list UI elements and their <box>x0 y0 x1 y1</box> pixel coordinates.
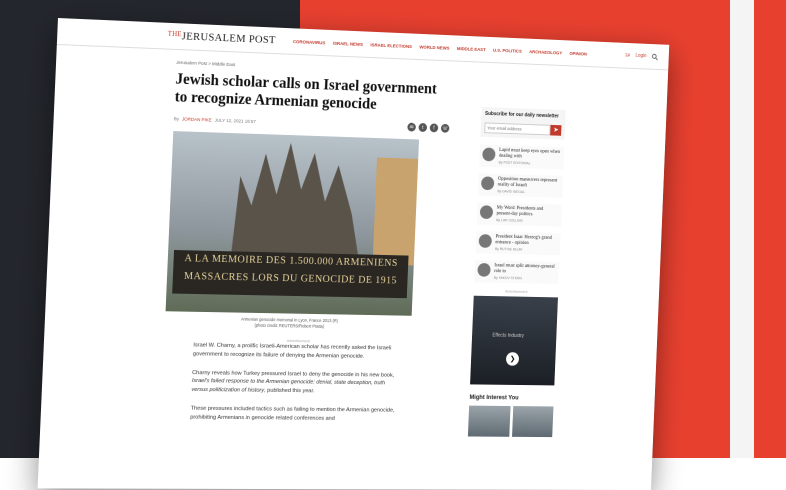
p2-end: , published this year. <box>263 387 315 395</box>
video-ad[interactable] <box>470 295 558 385</box>
share-buttons <box>407 123 449 133</box>
article-paragraph-2 <box>191 369 400 397</box>
author-avatar <box>481 176 494 190</box>
header-utilities <box>625 52 659 60</box>
twitter-icon[interactable]: t <box>418 123 427 132</box>
story-title: Israel must split attorney-general role to <box>494 262 555 274</box>
language-link[interactable]: עב <box>624 52 631 59</box>
recommendation-thumb[interactable] <box>512 406 554 437</box>
sidebar-ad-label: Advertisement <box>505 289 528 294</box>
story-author: By RUTHIE BLUM <box>494 246 523 252</box>
sidebar <box>468 63 568 437</box>
photo-caption <box>165 315 412 331</box>
nav-world-news[interactable]: WORLD NEWS <box>419 44 450 51</box>
subscribe-button[interactable]: ➤ <box>550 124 561 135</box>
byline-prefix: By <box>173 116 180 122</box>
login-link[interactable]: Login <box>635 52 647 60</box>
article <box>160 50 452 436</box>
nav-middle-east[interactable]: MIDDLE EAST <box>456 45 486 52</box>
newsletter-box <box>480 107 565 139</box>
story-title: Opposition maneuvers represent reality of Israeli <box>497 176 558 188</box>
caption-credit: (photo credit: REUTERS/Robert Pratta) <box>254 322 325 329</box>
sidebar-story[interactable] <box>477 202 562 226</box>
breadcrumb-section[interactable]: Middle East <box>211 61 236 68</box>
recommendation-thumb[interactable] <box>468 405 510 436</box>
story-author: By YAKOV STERN <box>493 275 522 280</box>
photo-sculpture <box>218 141 375 261</box>
author-avatar <box>477 263 490 277</box>
nav-us-politics[interactable]: U.S. POLITICS <box>492 47 522 54</box>
facebook-icon[interactable]: f <box>430 123 439 132</box>
photo-building <box>373 158 419 266</box>
ad-text: Effects Industry <box>492 332 525 339</box>
article-headline: Jewish scholar calls on Israel government to recognize Armenian genocide <box>174 70 438 113</box>
story-title: My Word: Presidents and present-day politics <box>496 205 544 217</box>
logo-prefix: THE <box>167 29 183 39</box>
author-avatar <box>479 234 492 248</box>
story-title: Lapid must keep eyes open when dealing with <box>498 147 561 159</box>
play-icon[interactable]: ❯ <box>506 352 519 366</box>
nav-israel-news[interactable]: ISRAEL NEWS <box>332 40 364 47</box>
recommendation-thumbs <box>468 405 554 437</box>
author-avatar <box>482 147 495 161</box>
sidebar-story[interactable] <box>476 231 561 255</box>
ad-label: Advertisement <box>286 338 310 344</box>
story-title: President Isaac Herzog's grand entrance - opinion <box>495 234 552 246</box>
page-content <box>40 45 668 437</box>
author-avatar <box>480 205 493 219</box>
inscription-line-1: A LA MEMOIRE DES 1.500.000 ARMENIENS <box>184 253 398 269</box>
newsletter-form <box>484 122 561 135</box>
email-input[interactable] <box>484 122 551 135</box>
nav-archaeology[interactable]: ARCHAEOLOGY <box>529 48 563 55</box>
whatsapp-icon[interactable]: ☏ <box>442 125 449 132</box>
article-photo <box>166 131 419 316</box>
sidebar-story[interactable] <box>478 173 563 198</box>
book-title-link[interactable]: Israel's failed response to the Armenian genocide: denial, state deception, truth versus politicization of history <box>191 378 386 394</box>
search-icon[interactable] <box>652 53 659 60</box>
main-nav <box>293 39 587 56</box>
logo-main: JERUSALEM POST <box>181 30 276 47</box>
author-link[interactable]: JORDAN PIKE <box>181 116 212 123</box>
background-white-strip <box>730 0 754 458</box>
story-author: By DAVID SIEGAL <box>497 188 525 194</box>
story-author: By POST EDITORIAL <box>498 160 531 165</box>
nav-coronavirus[interactable]: CORONAVIRUS <box>292 38 326 45</box>
comment-icon[interactable]: ✉ <box>407 123 416 132</box>
site-logo[interactable] <box>167 30 276 46</box>
byline <box>174 114 450 133</box>
newsletter-title: Subscribe for our daily newsletter <box>484 110 559 120</box>
sidebar-story[interactable] <box>474 260 559 284</box>
story-author: By LIAT COLLINS <box>496 217 523 223</box>
article-paragraph-1: Israel W. Charny, a prolific Israeli-American scholar has recently asked the Israeli government to recognize its failure of denying the Armenian genocide. <box>192 342 392 360</box>
nav-israel-elections[interactable]: ISRAEL ELECTIONS <box>370 41 413 49</box>
browser-screen <box>38 18 670 490</box>
p2-start: Charny reveals how Turkey pressured Israel to deny the genocide in his new book, <box>192 369 395 379</box>
publish-date: JULY 12, 2021 16:57 <box>214 117 256 125</box>
inscription-line-2: MASSACRES LORS DU GENOCIDE DE 1915 <box>183 271 398 287</box>
nav-opinion[interactable]: OPINION <box>569 50 588 57</box>
breadcrumb-home[interactable]: Jerusalem Post <box>176 59 208 67</box>
sidebar-story[interactable] <box>479 144 564 169</box>
memorial-plinth <box>172 250 408 298</box>
caption-text: Armenian genocide memorial in Lyon, France 2013 (R) <box>240 316 339 324</box>
breadcrumb-separator: > <box>208 61 211 67</box>
might-interest-heading: Might Interest You <box>469 393 519 401</box>
article-paragraph-3: These pressures included tactics such as failing to mention the Armenian genocide, prohibiting Armenians in genocide related conferences and <box>190 405 395 422</box>
